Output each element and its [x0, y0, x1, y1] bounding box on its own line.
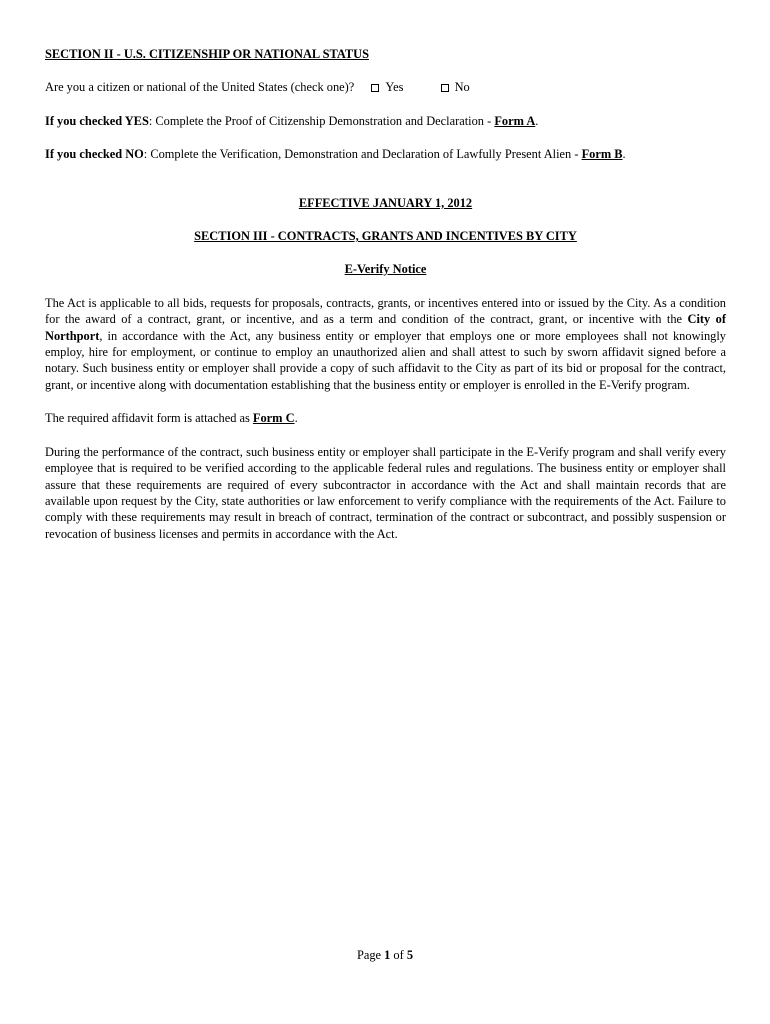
- yes-checkbox[interactable]: [371, 84, 379, 92]
- if-no-lead: If you checked NO: [45, 147, 144, 162]
- page-footer: [0, 947, 770, 963]
- section-3-heading: SECTION III - CONTRACTS, GRANTS AND INCENTIVES BY CITY: [194, 229, 577, 244]
- no-label: No: [454, 80, 470, 95]
- form-a-link[interactable]: Form A: [494, 113, 536, 128]
- paragraph-1-text-a: The Act is applicable to all bids, requests for proposals, contracts, grants, or incentives entered into or issued by the City. As a condition for the award of a contract, grant, or incentive, and as a term and condition of the contract, grant, or incentive with the: [45, 295, 726, 327]
- form-c-link[interactable]: Form C: [252, 411, 295, 426]
- paragraph-2-text-b: .: [294, 411, 298, 426]
- of-label: of: [390, 948, 407, 962]
- page-total: 5: [406, 948, 414, 962]
- section-2-heading: SECTION II - U.S. CITIZENSHIP OR NATIONAL STATUS: [45, 47, 369, 61]
- e-verify-paragraph-1: [45, 295, 726, 393]
- e-verify-paragraph-2: [45, 410, 726, 426]
- page-number: 1: [384, 948, 391, 962]
- effective-date-heading: EFFECTIVE JANUARY 1, 2012: [298, 195, 473, 210]
- citizenship-question: Are you a citizen or national of the United States (check one)?: [45, 80, 355, 95]
- e-verify-paragraph-3: During the performance of the contract, such business entity or employer shall participate in the E-Verify program and shall verify every employee that is required to be verified according to the applicable federal rules and regulations. The business entity or employer shall assure that these requirements are required of every subcontractor in accordance with the Act and shall maintain records that are available upon request by the City, state authorities or law enforcement to verify compliance with the requirements of the Act. Failure to comply with these requirements may result in breach of contract, termination of the contract or subcontract, and possibly suspension or revocation of business licenses and permits in accordance with the Act.: [45, 444, 726, 541]
- yes-label: Yes: [385, 80, 404, 95]
- paragraph-1-text-b: , in accordance with the Act, any business entity or employer that employs one or more employees shall not knowingly employ, hire for employment, or continue to employ an unauthorized alien and shall attest to such by sworn affidavit signed before a notary. Such business entity or employer shall provide a copy of such affidavit to the City as part of its bid or proposal for the contract, grant, or incentive along with documentation establishing that the business entity or employer is enrolled in the E-Verify program.: [45, 328, 726, 392]
- if-yes-lead: If you checked YES: [45, 113, 149, 128]
- if-no-text: : Complete the Verification, Demonstration and Declaration of Lawfully Present Alien -: [143, 147, 582, 162]
- no-checkbox[interactable]: [441, 84, 449, 92]
- form-b-link[interactable]: Form B: [581, 147, 623, 162]
- page-label: Page: [356, 948, 385, 962]
- if-yes-period: .: [535, 113, 539, 128]
- document-page: [45, 46, 726, 542]
- if-yes-text: : Complete the Proof of Citizenship Demonstration and Declaration -: [148, 113, 495, 128]
- paragraph-2-text-a: The required affidavit form is attached as: [45, 411, 253, 426]
- if-no-instruction: [45, 146, 726, 162]
- e-verify-notice-heading: E-Verify Notice: [344, 262, 427, 277]
- city-name: City of Northport: [45, 312, 726, 343]
- if-no-period: .: [622, 147, 626, 162]
- citizenship-question-row: [45, 79, 726, 95]
- no-option[interactable]: [441, 79, 470, 95]
- if-yes-instruction: [45, 113, 726, 129]
- yes-option[interactable]: [371, 79, 403, 95]
